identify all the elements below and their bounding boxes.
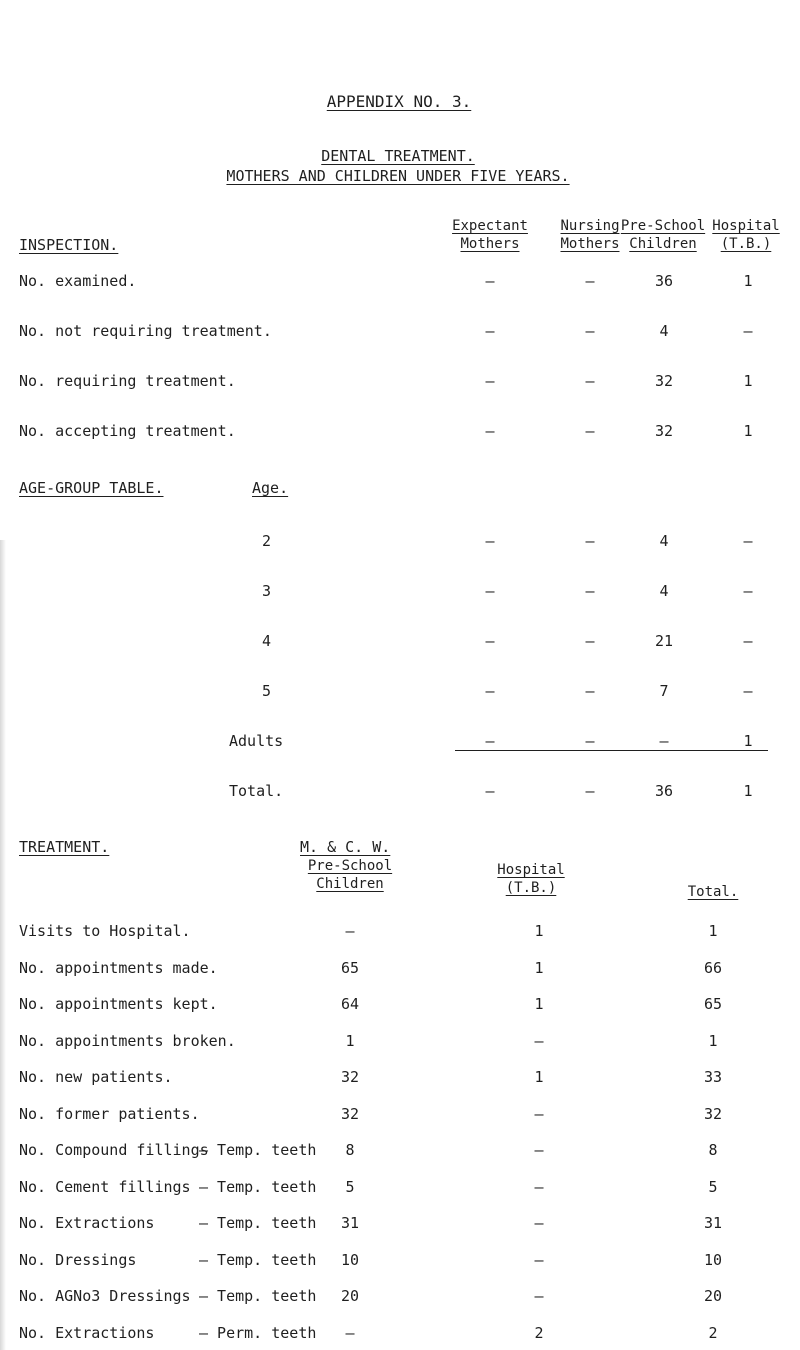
cell: 1 <box>743 272 753 290</box>
cell: – <box>534 1141 544 1159</box>
col-preschool-line1: Pre-School <box>620 218 706 234</box>
cell: – <box>485 532 495 550</box>
cell: – <box>485 632 495 650</box>
row-label: No. requiring treatment. <box>19 372 236 390</box>
cell: 31 <box>703 1214 723 1232</box>
cell: 5 <box>345 1178 355 1196</box>
cell: – <box>485 782 495 800</box>
document-title: DENTAL TREATMENT. <box>321 147 475 165</box>
cell: – <box>534 1178 544 1196</box>
col-hospital-line1: Hospital <box>497 862 565 878</box>
cell: 8 <box>708 1141 718 1159</box>
cell: 65 <box>340 959 360 977</box>
cell: – <box>743 532 753 550</box>
cell: – <box>659 732 669 750</box>
cell: 1 <box>534 995 544 1013</box>
col-preschool-line1: Pre-School <box>307 858 393 874</box>
cell: 65 <box>703 995 723 1013</box>
row-label: No. Extractions <box>19 1214 155 1232</box>
cell: – <box>585 682 595 700</box>
cell: 32 <box>703 1105 723 1123</box>
cell: – <box>345 1324 355 1342</box>
appendix-heading: APPENDIX NO. 3. <box>326 92 472 111</box>
col-nursing-line1: Nursing <box>560 218 620 234</box>
cell: – <box>485 732 495 750</box>
cell: 20 <box>703 1287 723 1305</box>
cell: 4 <box>659 582 669 600</box>
cell: 36 <box>654 782 674 800</box>
row-sublabel: – Temp. teeth <box>199 1214 317 1232</box>
cell: 33 <box>703 1068 723 1086</box>
row-label: No. accepting treatment. <box>19 422 236 440</box>
cell: 66 <box>703 959 723 977</box>
cell: – <box>743 632 753 650</box>
row-label: No. former patients. <box>19 1105 200 1123</box>
col-preschool-line2: Children <box>316 876 384 892</box>
cell: – <box>585 732 595 750</box>
cell: – <box>585 782 595 800</box>
cell: – <box>485 272 495 290</box>
scan-edge-shadow <box>0 540 6 1350</box>
row-label: No. Compound fillings <box>19 1141 209 1159</box>
cell: 1 <box>708 922 718 940</box>
cell: – <box>534 1105 544 1123</box>
row-label: No. Extractions <box>19 1324 155 1342</box>
age-label: 3 <box>262 582 272 600</box>
cell: – <box>585 322 595 340</box>
col-expectant-line1: Expectant <box>452 218 528 234</box>
total-rule <box>455 750 768 751</box>
cell: 1 <box>743 372 753 390</box>
cell: – <box>485 322 495 340</box>
cell: – <box>585 582 595 600</box>
cell: – <box>534 1287 544 1305</box>
cell: 1 <box>534 922 544 940</box>
age-group-heading: AGE-GROUP TABLE. <box>19 479 164 497</box>
cell: 2 <box>534 1324 544 1342</box>
col-preschool-line2: Children <box>629 236 697 252</box>
row-sublabel: – Temp. teeth <box>199 1178 317 1196</box>
cell: 31 <box>340 1214 360 1232</box>
cell: 32 <box>654 422 674 440</box>
row-label: No. examined. <box>19 272 137 290</box>
total-label: Total. <box>229 782 284 800</box>
row-label: No. appointments broken. <box>19 1032 236 1050</box>
cell: 1 <box>743 422 753 440</box>
cell: – <box>585 272 595 290</box>
cell: 1 <box>534 959 544 977</box>
cell: – <box>585 422 595 440</box>
group-label: M. & C. W. <box>300 838 391 856</box>
cell: 64 <box>340 995 360 1013</box>
cell: – <box>485 372 495 390</box>
cell: – <box>743 582 753 600</box>
age-label: Adults <box>229 732 284 750</box>
cell: – <box>743 322 753 340</box>
cell: 4 <box>659 532 669 550</box>
row-label: Visits to Hospital. <box>19 922 191 940</box>
cell: 1 <box>743 782 753 800</box>
row-label: No. appointments made. <box>19 959 218 977</box>
cell: 5 <box>708 1178 718 1196</box>
col-total: Total. <box>687 884 739 900</box>
cell: 7 <box>659 682 669 700</box>
row-label: No. AGNo3 Dressings <box>19 1287 191 1305</box>
cell: – <box>585 532 595 550</box>
cell: 32 <box>340 1105 360 1123</box>
col-expectant-line2: Mothers <box>460 236 520 252</box>
row-sublabel: – Perm. teeth <box>199 1324 317 1342</box>
cell: 1 <box>743 732 753 750</box>
row-label: No. Cement fillings <box>19 1178 191 1196</box>
cell: – <box>345 922 355 940</box>
row-sublabel: – Temp. teeth <box>199 1141 317 1159</box>
cell: 1 <box>345 1032 355 1050</box>
cell: 32 <box>340 1068 360 1086</box>
row-label: No. new patients. <box>19 1068 173 1086</box>
cell: – <box>485 682 495 700</box>
cell: 1 <box>534 1068 544 1086</box>
col-hospital-line2: (T.B.) <box>505 880 557 896</box>
cell: – <box>534 1251 544 1269</box>
age-label: 4 <box>262 632 272 650</box>
cell: 10 <box>703 1251 723 1269</box>
cell: 8 <box>345 1141 355 1159</box>
cell: 10 <box>340 1251 360 1269</box>
col-nursing-line2: Mothers <box>560 236 620 252</box>
cell: 21 <box>654 632 674 650</box>
age-label: 2 <box>262 532 272 550</box>
row-label: No. appointments kept. <box>19 995 218 1013</box>
cell: – <box>485 422 495 440</box>
age-column-label: Age. <box>252 479 289 497</box>
cell: – <box>485 582 495 600</box>
inspection-heading: INSPECTION. <box>19 236 119 254</box>
row-label: No. not requiring treatment. <box>19 322 272 340</box>
cell: – <box>585 632 595 650</box>
row-label: No. Dressings <box>19 1251 137 1269</box>
cell: – <box>534 1032 544 1050</box>
cell: 2 <box>708 1324 718 1342</box>
cell: – <box>743 682 753 700</box>
age-label: 5 <box>262 682 272 700</box>
cell: 1 <box>708 1032 718 1050</box>
row-sublabel: – Temp. teeth <box>199 1287 317 1305</box>
cell: 36 <box>654 272 674 290</box>
col-hospital-line1: Hospital <box>712 218 780 234</box>
cell: 32 <box>654 372 674 390</box>
col-hospital-line2: (T.B.) <box>720 236 772 252</box>
document-subtitle: MOTHERS AND CHILDREN UNDER FIVE YEARS. <box>226 167 570 185</box>
treatment-heading: TREATMENT. <box>19 838 110 856</box>
cell: – <box>585 372 595 390</box>
cell: 20 <box>340 1287 360 1305</box>
cell: 4 <box>659 322 669 340</box>
cell: – <box>534 1214 544 1232</box>
row-sublabel: – Temp. teeth <box>199 1251 317 1269</box>
